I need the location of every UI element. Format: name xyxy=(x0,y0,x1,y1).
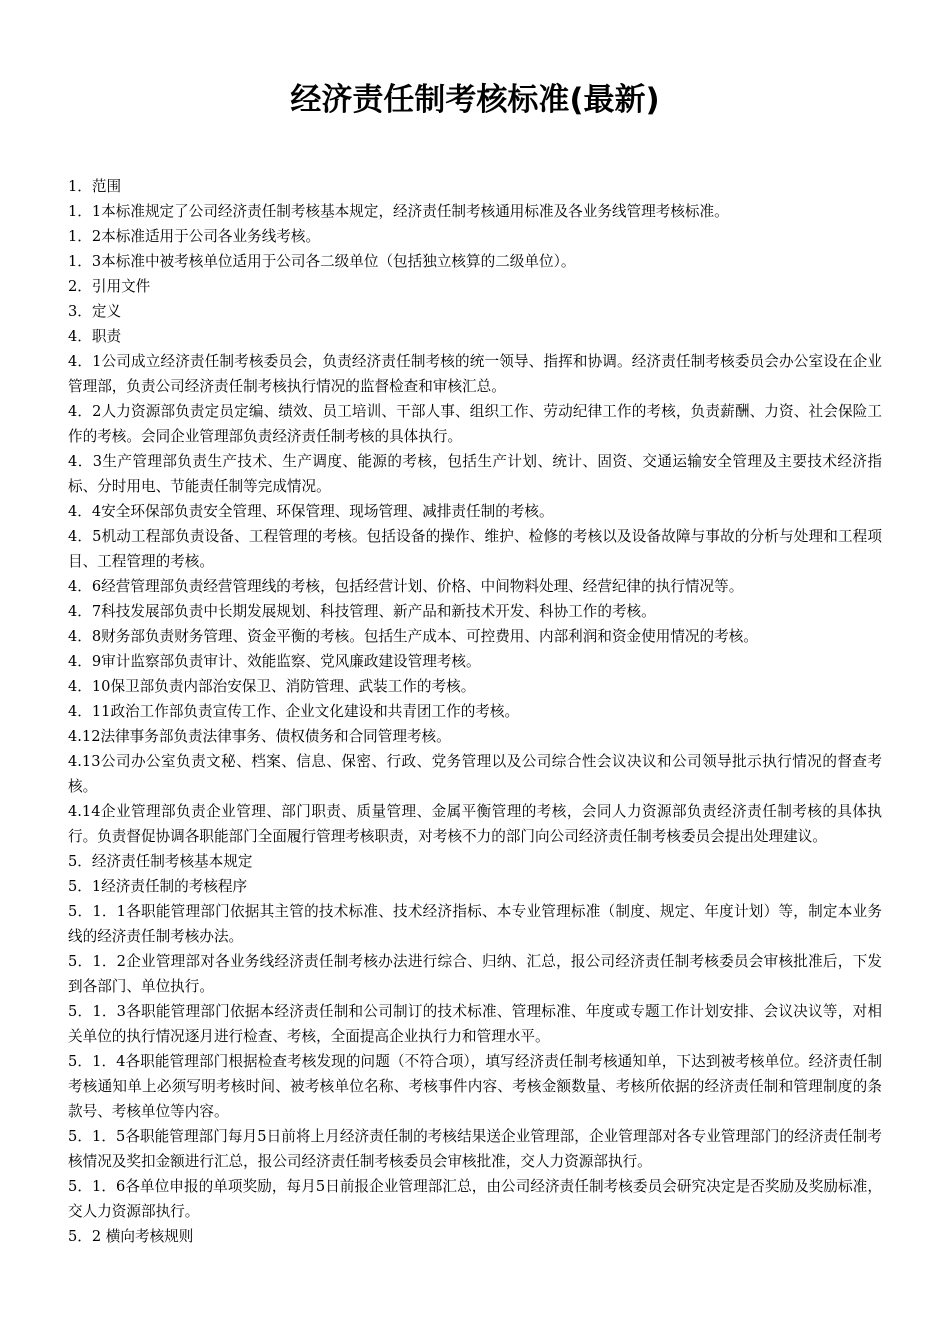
paragraph: 4．5机动工程部负责设备、工程管理的考核。包括设备的操作、维护、检修的考核以及设备故障与事故的分析与处理和工程项目、工程管理的考核。 xyxy=(68,528,882,570)
paragraph: 5．1．4各职能管理部门根据检查考核发现的问题（不符合项），填写经济责任制考核通知单，下达到被考核单位。经济责任制考核通知单上必须写明考核时间、被考核单位名称、考核事件内容、考核金额数量、考核所依据的经济责任制和管理制度的条款号、考核单位等内容。 xyxy=(68,1053,882,1120)
paragraph: 4．8财务部负责财务管理、资金平衡的考核。包括生产成本、可控费用、内部利润和资金使用情况的考核。 xyxy=(68,628,758,645)
paragraph: 5．1．5各职能管理部门每月5日前将上月经济责任制的考核结果送企业管理部，企业管理部对各专业管理部门的经济责任制考核情况及奖扣金额进行汇总，报公司经济责任制考核委员会审核批准，交人力资源部执行。 xyxy=(68,1128,882,1170)
paragraph: 4．1公司成立经济责任制考核委员会，负责经济责任制考核的统一领导、指挥和协调。经济责任制考核委员会办公室设在企业管理部，负责公司经济责任制考核执行情况的监督检查和审核汇总。 xyxy=(68,353,882,395)
document-body xyxy=(68,174,882,1249)
paragraph: 4.12法律事务部负责法律事务、债权债务和合同管理考核。 xyxy=(68,728,451,745)
paragraph: 4．3生产管理部负责生产技术、生产调度、能源的考核，包括生产计划、统计、固资、交通运输安全管理及主要技术经济指标、分时用电、节能责任制等完成情况。 xyxy=(68,453,882,495)
paragraph: 5．1．1各职能管理部门依据其主管的技术标准、技术经济指标、本专业管理标准（制度、规定、年度计划）等，制定本业务线的经济责任制考核办法。 xyxy=(68,903,882,945)
paragraph: 4．职责 xyxy=(68,328,122,345)
document-title: 经济责任制考核标准(最新) xyxy=(290,82,660,118)
paragraph: 5．1．6各单位申报的单项奖励，每月5日前报企业管理部汇总，由公司经济责任制考核委员会研究决定是否奖励及奖励标准，交人力资源部执行。 xyxy=(68,1178,882,1220)
paragraph: 4．6经营管理部负责经营管理线的考核，包括经营计划、价格、中间物料处理、经营纪律的执行情况等。 xyxy=(68,578,744,595)
paragraph: 4．9审计监察部负责审计、效能监察、党风廉政建设管理考核。 xyxy=(68,653,481,670)
paragraph: 4．4安全环保部负责安全管理、环保管理、现场管理、减排责任制的考核。 xyxy=(68,503,554,520)
paragraph: 3．定义 xyxy=(68,303,122,320)
paragraph: 1．2本标准适用于公司各业务线考核。 xyxy=(68,228,321,245)
paragraph: 2．引用文件 xyxy=(68,278,151,295)
paragraph: 5．1经济责任制的考核程序 xyxy=(68,878,248,895)
paragraph: 4．2人力资源部负责定员定编、绩效、员工培训、干部人事、组织工作、劳动纪律工作的考核，负责薪酬、力资、社会保险工作的考核。会同企业管理部负责经济责任制考核的具体执行。 xyxy=(68,403,882,445)
paragraph: 1．3本标准中被考核单位适用于公司各二级单位（包括独立核算的二级单位）。 xyxy=(68,253,576,270)
paragraph: 4．7科技发展部负责中长期发展规划、科技管理、新产品和新技术开发、科协工作的考核。 xyxy=(68,603,656,620)
paragraph: 1．范围 xyxy=(68,178,122,195)
paragraph: 5．2 横向考核规则 xyxy=(68,1228,194,1245)
paragraph: 5．经济责任制考核基本规定 xyxy=(68,853,253,870)
paragraph: 4.13公司办公室负责文秘、档案、信息、保密、行政、党务管理以及公司综合性会议决议和公司领导批示执行情况的督查考核。 xyxy=(68,753,882,795)
paragraph: 1．1本标准规定了公司经济责任制考核基本规定，经济责任制考核通用标准及各业务线管理考核标准。 xyxy=(68,203,729,220)
paragraph: 5．1．2企业管理部对各业务线经济责任制考核办法进行综合、归纳、汇总，报公司经济责任制考核委员会审核批准后，下发到各部门、单位执行。 xyxy=(68,953,882,995)
paragraph: 5．1．3各职能管理部门依据本经济责任制和公司制订的技术标准、管理标准、年度或专题工作计划安排、会议决议等，对相关单位的执行情况逐月进行检查、考核，全面提高企业执行力和管理水平。 xyxy=(68,1003,882,1045)
paragraph: 4．10保卫部负责内部治安保卫、消防管理、武装工作的考核。 xyxy=(68,678,476,695)
paragraph: 4.14企业管理部负责企业管理、部门职责、质量管理、金属平衡管理的考核，会同人力资源部负责经济责任制考核的具体执行。负责督促协调各职能部门全面履行管理考核职责，对考核不力的部门向公司经济责任制考核委员会提出处理建议。 xyxy=(68,803,882,845)
paragraph: 4．11政治工作部负责宣传工作、企业文化建设和共青团工作的考核。 xyxy=(68,703,520,720)
